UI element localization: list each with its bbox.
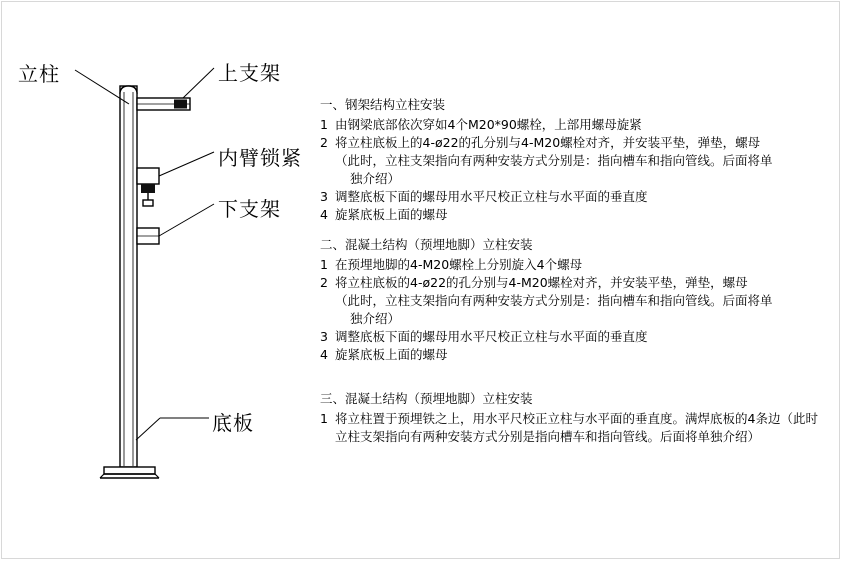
item-body [335,116,820,134]
item-number: 1 [320,117,328,132]
lower-bracket [137,228,159,244]
item-body [335,346,820,364]
leader-neibi [159,152,214,176]
instruction-item [320,206,820,224]
item-body [335,410,830,446]
instruction-block-concrete-welded [320,390,830,446]
item-line: 旋紧底板上面的螺母 [335,347,448,362]
instruction-item [320,116,820,134]
item-body [335,134,820,188]
item-line: 独介绍） [350,311,401,326]
item-line: 调整底板下面的螺母用水平尺校正立柱与水平面的垂直度 [335,189,648,204]
instruction-item [320,346,820,364]
item-line: 将立柱置于预埋铁之上，用水平尺校正立柱与水平面的垂直度。满焊底板的4条边（此时 [335,411,818,426]
item-number: 1 [320,257,328,272]
callout-label-upper-bracket: 上支架 [218,61,281,85]
instruction-title: 二、混凝土结构（预埋地脚）立柱安装 [320,237,533,252]
inner-arm-lock [137,168,159,206]
item-line: （此时，立柱支架指向有两种安装方式分别是：指向槽车和指向管线。后面将单 [335,153,773,168]
item-number: 4 [320,207,328,222]
column-post [120,86,137,467]
callout-label-column: 立柱 [18,62,60,86]
callout-label-lower-bracket: 下支架 [218,197,281,221]
item-line: 将立柱底板的4-ø22的孔分别与4-M20螺栓对齐，并安装平垫，弹垫，螺母 [335,275,748,290]
instruction-item [320,328,820,346]
item-body [335,274,820,328]
leader-lines [75,68,214,440]
instruction-item [320,410,830,446]
item-number: 3 [320,329,328,344]
item-line: 旋紧底板上面的螺母 [335,207,448,222]
base-plate [100,467,159,478]
item-number: 3 [320,189,328,204]
column-top-cap [120,86,137,94]
item-body [335,206,820,224]
item-body [335,256,820,274]
leader-shangzj [183,68,214,98]
item-number: 2 [320,135,328,150]
instruction-title: 三、混凝土结构（预埋地脚）立柱安装 [320,391,533,406]
instruction-item [320,188,820,206]
instruction-block-concrete-embedded [320,236,820,364]
leader-diban-2 [136,418,160,440]
callout-label-inner-arm-lock: 内臂锁紧 [218,146,302,170]
item-body [335,328,820,346]
item-number: 4 [320,347,328,362]
item-body [335,188,820,206]
upper-bracket [137,98,190,110]
instruction-item [320,274,820,328]
callout-label-base-plate: 底板 [212,411,254,435]
item-line: 独介绍） [350,171,401,186]
instruction-item [320,256,820,274]
leader-xiazj [159,204,214,236]
instruction-block-steel-frame [320,96,820,224]
item-number: 1 [320,411,328,426]
item-line: 在预埋地脚的4-M20螺栓上分别旋入4个螺母 [335,257,583,272]
item-line: 立柱支架指向有两种安装方式分别是指向槽车和指向管线。后面将单独介绍） [335,429,761,444]
item-number: 2 [320,275,328,290]
item-line: 由钢梁底部依次穿如4个M20*90螺栓，上部用螺母旋紧 [335,117,642,132]
item-line: 将立柱底板上的4-ø22的孔分别与4-M20螺栓对齐，并安装平垫，弹垫，螺母 [335,135,761,150]
item-line: 调整底板下面的螺母用水平尺校正立柱与水平面的垂直度 [335,329,648,344]
item-line: （此时，立柱支架指向有两种安装方式分别是：指向槽车和指向管线。后面将单 [335,293,773,308]
instruction-title: 一、钢架结构立柱安装 [320,97,446,112]
instruction-item [320,134,820,188]
